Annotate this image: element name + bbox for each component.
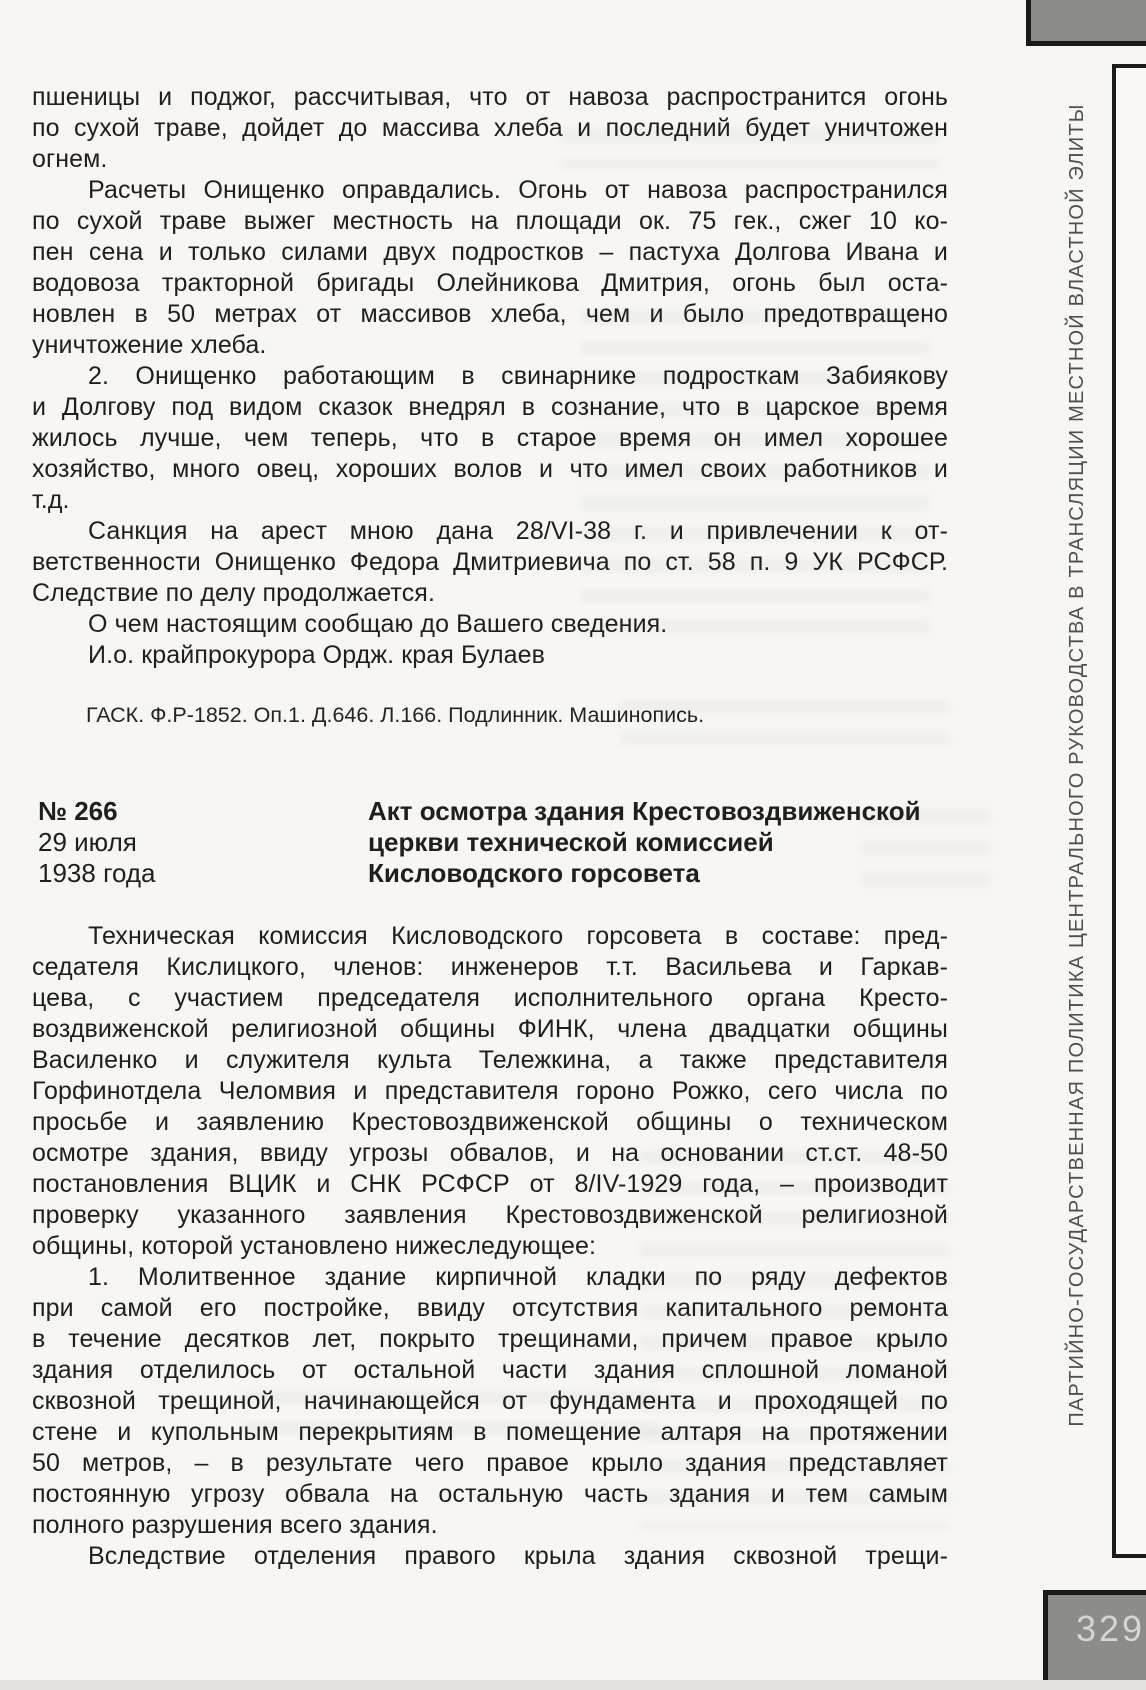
text-line: общины, которой установлено нижеследующее: (32, 1232, 597, 1260)
text-line: осмотре здания, ввиду угрозы обвалов, и на основании ст.ст. 48-50 (32, 1139, 948, 1167)
text-line: пшеницы и поджог, рассчитывая, что от навоза распространится огонь (32, 83, 948, 111)
text-line: воздвиженской религиозной общины ФИНК, члена двадцатки общины (32, 1015, 948, 1043)
paragraph (32, 516, 948, 609)
text-line: церкви технической комиссией (368, 827, 774, 857)
text-line: Кисловодского горсовета (368, 858, 700, 888)
paragraph (32, 361, 948, 516)
text-line: Василенко и служителя культа Тележкина, а также представителя (32, 1046, 948, 1074)
text-line: Вследствие отделения правого крыла здания сквозной трещи- (88, 1542, 948, 1570)
document-body (32, 921, 948, 1572)
text-line: Санкция на арест мною дана 28/VI-38 г. и привлечении к от- (88, 517, 948, 545)
text-line: Расчеты Онищенко оправдались. Огонь от навоза распространился (88, 176, 948, 204)
text-line: сквозной трещиной, начинающейся от фундамента и проходящей по (32, 1387, 948, 1415)
page-bottom-edge (0, 1680, 1146, 1690)
text-line: по сухой траве выжег местность на площади ок. 75 гек., сжег 10 ко- (32, 207, 948, 235)
text-line: Горфинотдела Челомвия и представителя гороно Рожко, сего числа по (32, 1077, 948, 1105)
text-line: 29 июля (38, 827, 137, 857)
text-line: 2. Онищенко работающим в свинарнике подросткам Забиякову (88, 362, 948, 390)
text-line: 1938 года (38, 858, 156, 888)
text-line: уничтожение хлеба. (32, 331, 267, 359)
text-line: здания отделилось от остальной части здания сплошной ломаной (32, 1356, 948, 1384)
previous-document-continuation (32, 82, 948, 671)
document-date (38, 827, 368, 889)
text-line: О чем настоящим сообщаю до Вашего сведения. (88, 610, 668, 638)
text-line: И.о. крайпрокурора Ордж. края Булаев (88, 641, 546, 669)
text-line: стене и купольным перекрытиям в помещение алтаря на протяжении (32, 1418, 948, 1446)
document-number-and-date (32, 796, 368, 889)
text-line: пен сена и только силами двух подростков – пастуха Долгова Ивана и (32, 238, 948, 266)
text-line: и Долгову под видом сказок внедрял в сознание, что в царское время (32, 393, 948, 421)
text-line: постоянную угрозу обвала на остальную часть здания и тем самым (32, 1480, 948, 1508)
text-line: полного разрушения всего здания. (32, 1511, 438, 1539)
text-line: проверку указанного заявления Крестовоздвиженской религиозной (32, 1201, 948, 1229)
top-corner-gray-block (1026, 0, 1146, 46)
text-line: цева, с участием председателя исполнительного органа Кресто- (32, 984, 948, 1012)
text-line: ветственности Онищенко Федора Дмитриевича по ст. 58 п. 9 УК РСФСР. (32, 548, 948, 576)
text-line: огнем. (32, 145, 108, 173)
archive-reference: ГАСК. Ф.Р-1852. Оп.1. Д.646. Л.166. Подлинник. Машинопись. (86, 703, 705, 727)
text-line: при самой его постройке, ввиду отсутствия капитального ремонта (32, 1294, 948, 1322)
paragraph (32, 82, 948, 175)
text-line: седателя Кислицкого, членов: инженеров т.т. Васильева и Гаркав- (32, 953, 948, 981)
text-line: Техническая комиссия Кисловодского горсовета в составе: пред- (88, 922, 948, 950)
text-line: новлен в 50 метрах от массивов хлеба, чем и было предотвращено (32, 300, 948, 328)
text-line: постановления ВЦИК и СНК РСФСР от 8/IV-1929 года, – производит (32, 1170, 948, 1198)
sidebar-vertical-caption: ПАРТИЙНО-ГОСУДАРСТВЕННАЯ ПОЛИТИКА ЦЕНТРАЛЬНОГО РУКОВОДСТВА В ТРАНСЛЯЦИИ МЕСТНОЙ ВЛАСТНОЙ ЭЛИТЫ (1066, 103, 1088, 1427)
text-line: Акт осмотра здания Крестовоздвиженской (368, 796, 921, 826)
text-line: водовоза тракторной бригады Олейникова Дмитрия, огонь был оста- (32, 269, 948, 297)
text-line: в течение десятков лет, покрыто трещинами, причем правое крыло (32, 1325, 948, 1353)
paragraph (32, 609, 948, 640)
paragraph (32, 1541, 948, 1572)
document-number: № 266 (38, 796, 118, 826)
text-line: 1. Молитвенное здание кирпичной кладки по ряду дефектов (88, 1263, 948, 1291)
main-text-column (32, 0, 948, 1572)
text-line: просьбе и заявлению Крестовоздвиженской общины о техническом (32, 1108, 948, 1136)
text-line: по сухой траве, дойдет до массива хлеба и последний будет уничтожен (32, 114, 948, 142)
text-line: 50 метров, – в результате чего правое крыло здания представляет (32, 1449, 948, 1477)
paragraph (32, 921, 948, 1262)
text-line: хозяйство, много овец, хороших волов и что имел своих работников и (32, 455, 948, 483)
sidebar-frame-box (1112, 64, 1146, 1558)
document-header (32, 796, 948, 889)
paragraph (32, 640, 948, 671)
document-title (368, 796, 948, 889)
page-number-block (1043, 1590, 1146, 1682)
text-line: Следствие по делу продолжается. (32, 579, 435, 607)
text-line: жилось лучше, чем теперь, что в старое время он имел хорошее (32, 424, 948, 452)
paragraph (32, 175, 948, 361)
paragraph (32, 1262, 948, 1541)
page-number: 329 (1076, 1608, 1146, 1649)
text-line: т.д. (32, 486, 70, 514)
